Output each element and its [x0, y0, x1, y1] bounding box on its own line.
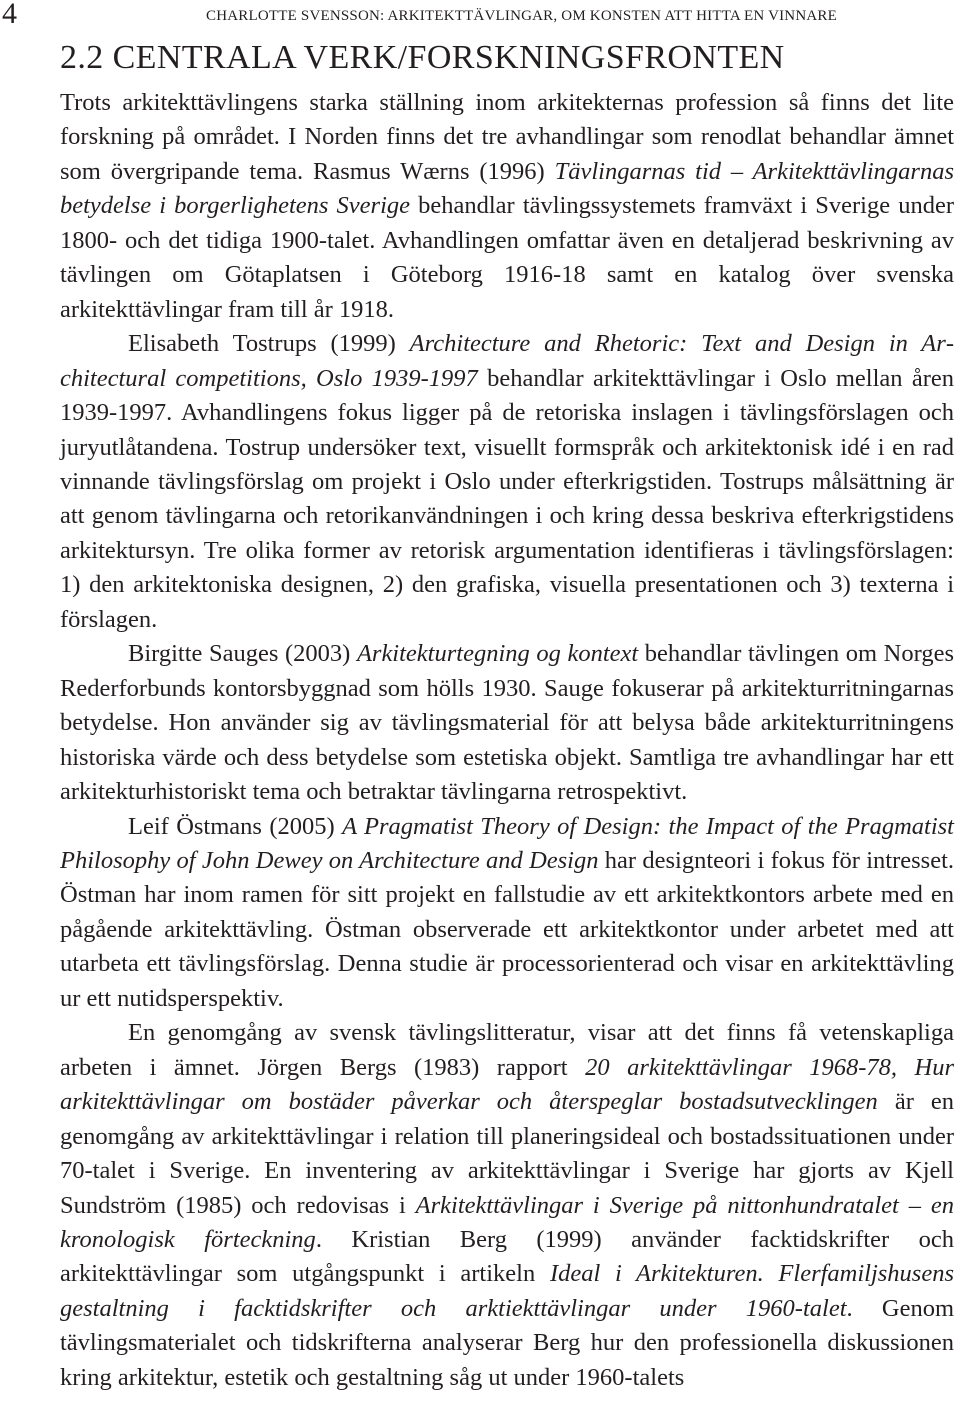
text-run: behandlar tävlingen om Norges Rederforbunds kontorsbyggnad som hölls 1930. Sauge fokuserar på arkitekturritningarnas betydelse. Hon använder sig av tävlingsmaterial för att belysa både arkitekturritningens historiska värde och dess betydelse som estetiska objekt. Samtliga tre avhandlingar har ett arkitekturhistoriskt tema och betraktar tävlingarna retrospektivt.	[60, 640, 954, 806]
text-run: Leif Östmans (2005)	[128, 812, 343, 840]
paragraph	[60, 86, 954, 327]
italic-title-run: Architecture and Rhetoric: Text and Design in Architectural competitions, Oslo 1939-1997	[60, 330, 954, 392]
italic-title-run: 20 arkitekttävlingar 1968-78, Hur arkitekttävlingar om bostäder påverkar och återspeglar bostadsutvecklingen	[60, 1053, 954, 1116]
text-run: har designteori i fokus för intresset. Östman har inom ramen för sitt projekt en fallstudie av ett arkitektkontors arbete med en pågående arkitekttävling. Östman observerade ett arkitektkontor under arbetet med att utarbeta ett tävlingsförslag. Denna studie är processorienterad och visar en arkitekttävling ur ett nutidsperspektiv.	[60, 846, 955, 1012]
paragraph	[60, 1016, 954, 1395]
italic-title-run: Arkitekttävlingar i Sverige på nittonhundratalet – en kronologisk förteckning	[60, 1191, 954, 1253]
text-run: behandlar arkitekttävlingar i Oslo mellan åren 1939-1997. Avhandlingens fokus ligger på de retoriska inslagen i tävlingsförslagen och juryutlåtandena. Tostrup undersöker text, visuellt formspråk och arkitektonisk idé i en rad vinnande tävlingsförslag om projekt i Oslo under efterkrigstiden. Tostrups målsättning är att genom tävlingarna och retorikanvändningen i och kring dessa beskriva efterkrigstidens arkitektursyn. Tre olika former av retorisk argumentation identifieras i tävlingsförslagen: 1) den arkitektoniska designen, 2) den grafiska, visuella presentationen och 3) texterna i förslagen.	[60, 364, 954, 633]
text-run: En genomgång av svensk tävlingslitteratur, visar att det finns få vetenskapliga arbeten i ämnet. Jörgen Bergs (1983) rapport	[60, 1019, 954, 1081]
text-run: . Kristian Berg (1999) använder facktidskrifter och arkitekttävlingar som utgångspunkt i artikeln	[60, 1225, 954, 1288]
italic-title-run: Ideal i Arkitekturen. Flerfamiljshusens gestaltning i facktidskrifter och arktiekttävlingar under 1960-talet	[60, 1260, 955, 1322]
text-run: . Genom tävlingsmaterialet och tidskrifterna analyserar Berg hur den professionella diskussionen kring arkitektur, estetik och gestaltning såg ut under 1960-talets	[60, 1294, 955, 1391]
italic-title-run: Arkitekturtegning og kontext	[356, 640, 639, 668]
page-number: 4	[2, 0, 17, 30]
text-run: behandlar tävlingssystemets framväxt i Sverige under 1800- och det tidiga 1900-talet. Avhandlingen omfattar även en detaljerad beskrivning av tävlingen om Götaplatsen i Göteborg 1916-18 samt en katalog över svenska arkitekttävlingar fram till år 1918.	[60, 192, 954, 323]
section-heading: 2.2 CENTRALA VERK/FORSKNINGSFRONTEN	[60, 39, 785, 76]
paragraph	[60, 637, 954, 809]
body-text	[60, 86, 954, 1395]
text-run: Elisabeth Tostrups (1999)	[128, 330, 410, 358]
running-header: CHARLOTTE SVENSSON: ARKITEKTTÄVLINGAR, OM KONSTEN ATT HITTA EN VINNARE	[206, 8, 837, 24]
paragraph	[60, 327, 954, 637]
italic-title-run: A Pragmatist Theory of Design: the Impact of the Pragmatist Philosophy of John Dewey on Architecture and Design	[60, 812, 954, 874]
italic-title-run: Tävlingarnas tid – Arkitekttävlingarnas betydelse i borgerlighetens Sverige	[60, 157, 954, 220]
paragraph	[60, 810, 954, 1017]
text-run: är en genomgång av arkitekttävlingar i relation till planeringsideal och bostadssituationen under 70-talet i Sverige. En inventering av arkitekttävlingar i Sverige har gjorts av Kjell Sundström (1985) och redovisas i	[60, 1088, 954, 1219]
text-run: Birgitte Sauges (2003)	[128, 640, 357, 668]
text-run: Trots arkitekttävlingens starka ställning inom arkitekternas profession så finns det lite forskning på området. I Norden finns det tre avhandlingar som renodlat behandlar ämnet som övergripande tema. Rasmus Wærns (1996)	[60, 89, 954, 185]
